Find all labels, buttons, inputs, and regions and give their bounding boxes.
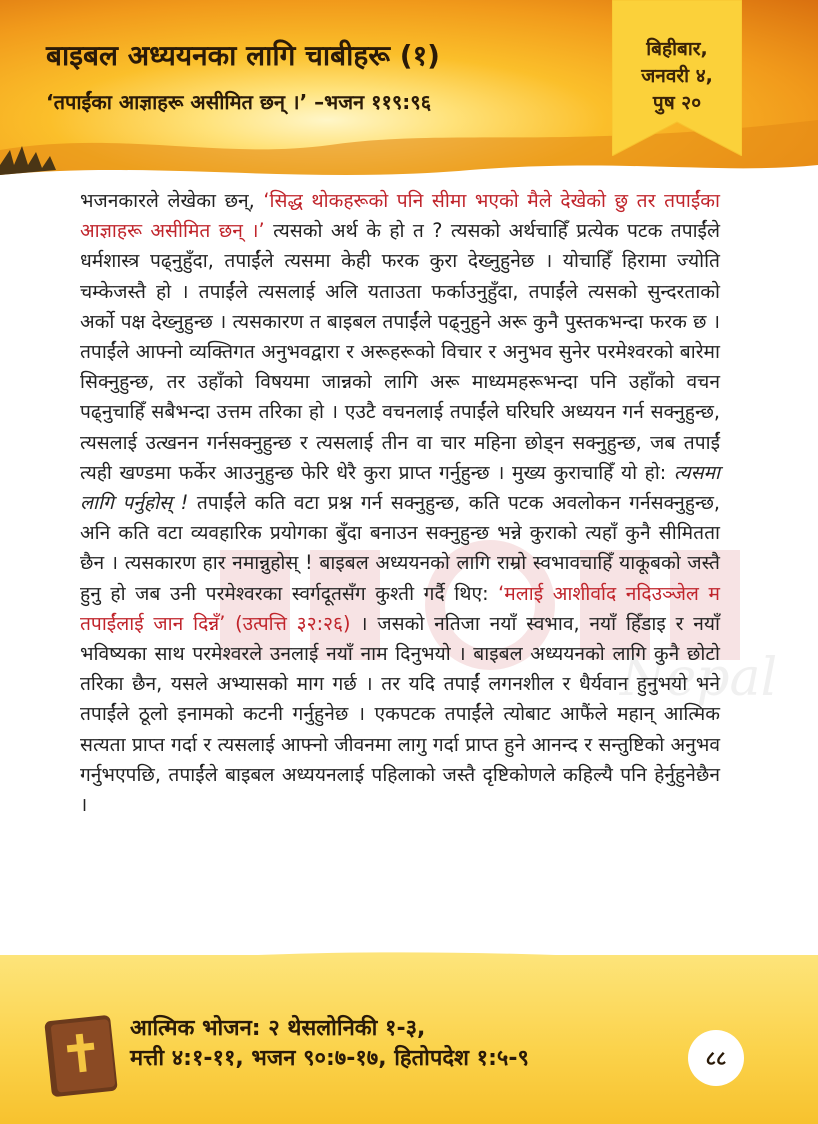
devotional-body [80,186,720,820]
reading-plan-line-2: मत्ती ४:१-११, भजन ९०:७-१७, हितोपदेश १:५-९ [130,1046,529,1071]
page-title: बाइबल अध्ययनका लागि चाबीहरू (१) [46,39,440,72]
body-intro: भजनकारले लेखेका छन्, [80,189,255,212]
body-paragraph-1: त्यसको अर्थ के हो त ? त्यसको अर्थचाहिँ प्रत्येक पटक तपाईंले धर्मशास्त्र पढ्नुहुँदा, तपाईंले त्यसमा केही फरक कुरा देख्नुहुनेछ । योचाहिँ हिरामा ज्योति चम्केजस्तै हो । तपाईंले त्यसलाई अलि यताउता फर्काउनुहुँदा, तपाईंले त्यसको सुन्दरताको अर्को पक्ष देख्नुहुन्छ । त्यसकारण त बाइबल तपाईंले पढ्नुहुने अरू कुनै पुस्तकभन्दा फरक छ । तपाईंले आफ्नो व्यक्तिगत अनुभवद्वारा र अरूहरूको विचार र अनुभव सुनेर परमेश्वरको बारेमा सिक्नुहुन्छ, तर उहाँको विषयमा जान्नको लागि अरू माध्यमहरूभन्दा पनि उहाँको वचन पढ्नुचाहिँ सबैभन्दा उत्तम तरिका हो । एउटै वचनलाई तपाईंले घरिघरि अध्ययन गर्न सक्नुहुन्छ, त्यसलाई उत्खनन गर्नसक्नुहुन्छ र त्यसलाई तीन वा चार महिना छोड्न सक्नुहुन्छ, जब तपाईं त्यही खण्डमा फर्केर आउनुहुन्छ फेरि धेरै कुरा प्राप्त गर्नुहुन्छ । मुख्य कुराचाहिँ यो हो: [80,219,720,484]
body-paragraph-2: तपाईंले कति वटा प्रश्न गर्न सक्नुहुन्छ, कति पटक अवलोकन गर्नसक्नुहुन्छ, अनि कति वटा व्यवहारिक प्रयोगका बुँदा बनाउन सक्नुहुन्छ भन्ने कुराको त्यहाँ कुनै सीमितता छैन । त्यसकारण हार नमान्नुहोस् ! बाइबल अध्ययनको लागि राम्रो स्वभावचाहिँ याकूबको जस्तै हुनु हो जब उनी परमेश्वरका स्वर्गदूतसँग कुश्ती गर्दै थिए: [80,491,720,605]
date-weekday: बिहीबार, [646,38,708,60]
page-number: ८८ [688,1030,744,1086]
watermark-text: Nepal [620,648,778,708]
quote-genesis: ‘मलाई आशीर्वाद नदिउञ्जेल म तपाईंलाई जान दिन्नँ’ (उत्पत्ति ३२:२६) [80,581,720,635]
bible-icon [40,1012,122,1100]
date-nepali: पुष २० [652,92,702,114]
date-gregorian: जनवरी ४, [641,65,713,87]
body-emphasis: त्यसमा लागि पर्नुहोस् ! [80,460,720,515]
page-subtitle: ‘तपाईंका आज्ञाहरू असीमित छन् ।’ –भजन ११९:९६ [46,90,432,114]
date-label [612,36,742,117]
body-paragraph-3: । जसको नतिजा नयाँ स्वभाव, नयाँ हिँडाइ र नयाँ भविष्यका साथ परमेश्वरले उनलाई नयाँ नाम दिनुभयो । बाइबल अध्ययनको लागि कुनै छोटो तरिका छैन, यसले अभ्यासको माग गर्छ । तर यदि तपाईं लगनशील र धैर्यवान हुनुभयो भने तपाईंले ठूलो इनामको कटनी गर्नुहुनेछ । एकपटक तपाईंले त्योबाट आफैंले महान् आत्मिक सत्यता प्राप्त गर्दा र त्यसलाई आफ्नो जीवनमा लागु गर्दा प्राप्त हुने आनन्द र सन्तुष्टिको अनुभव गर्नुभएपछि, तपाईंले बाइबल अध्ययनलाई पहिलाको जस्तै दृष्टिकोणले कहिल्यै पनि हेर्नुहुनेछैन । [80,611,720,817]
quote-psalm: ‘सिद्ध थोकहरूको पनि सीमा भएको मैले देखेको छु तर तपाईंका आज्ञाहरू असीमित छन् ।’ [80,189,720,243]
reading-plan-line-1: आत्मिक भोजन: २ थेसलोनिकी १-३, [130,1016,426,1041]
